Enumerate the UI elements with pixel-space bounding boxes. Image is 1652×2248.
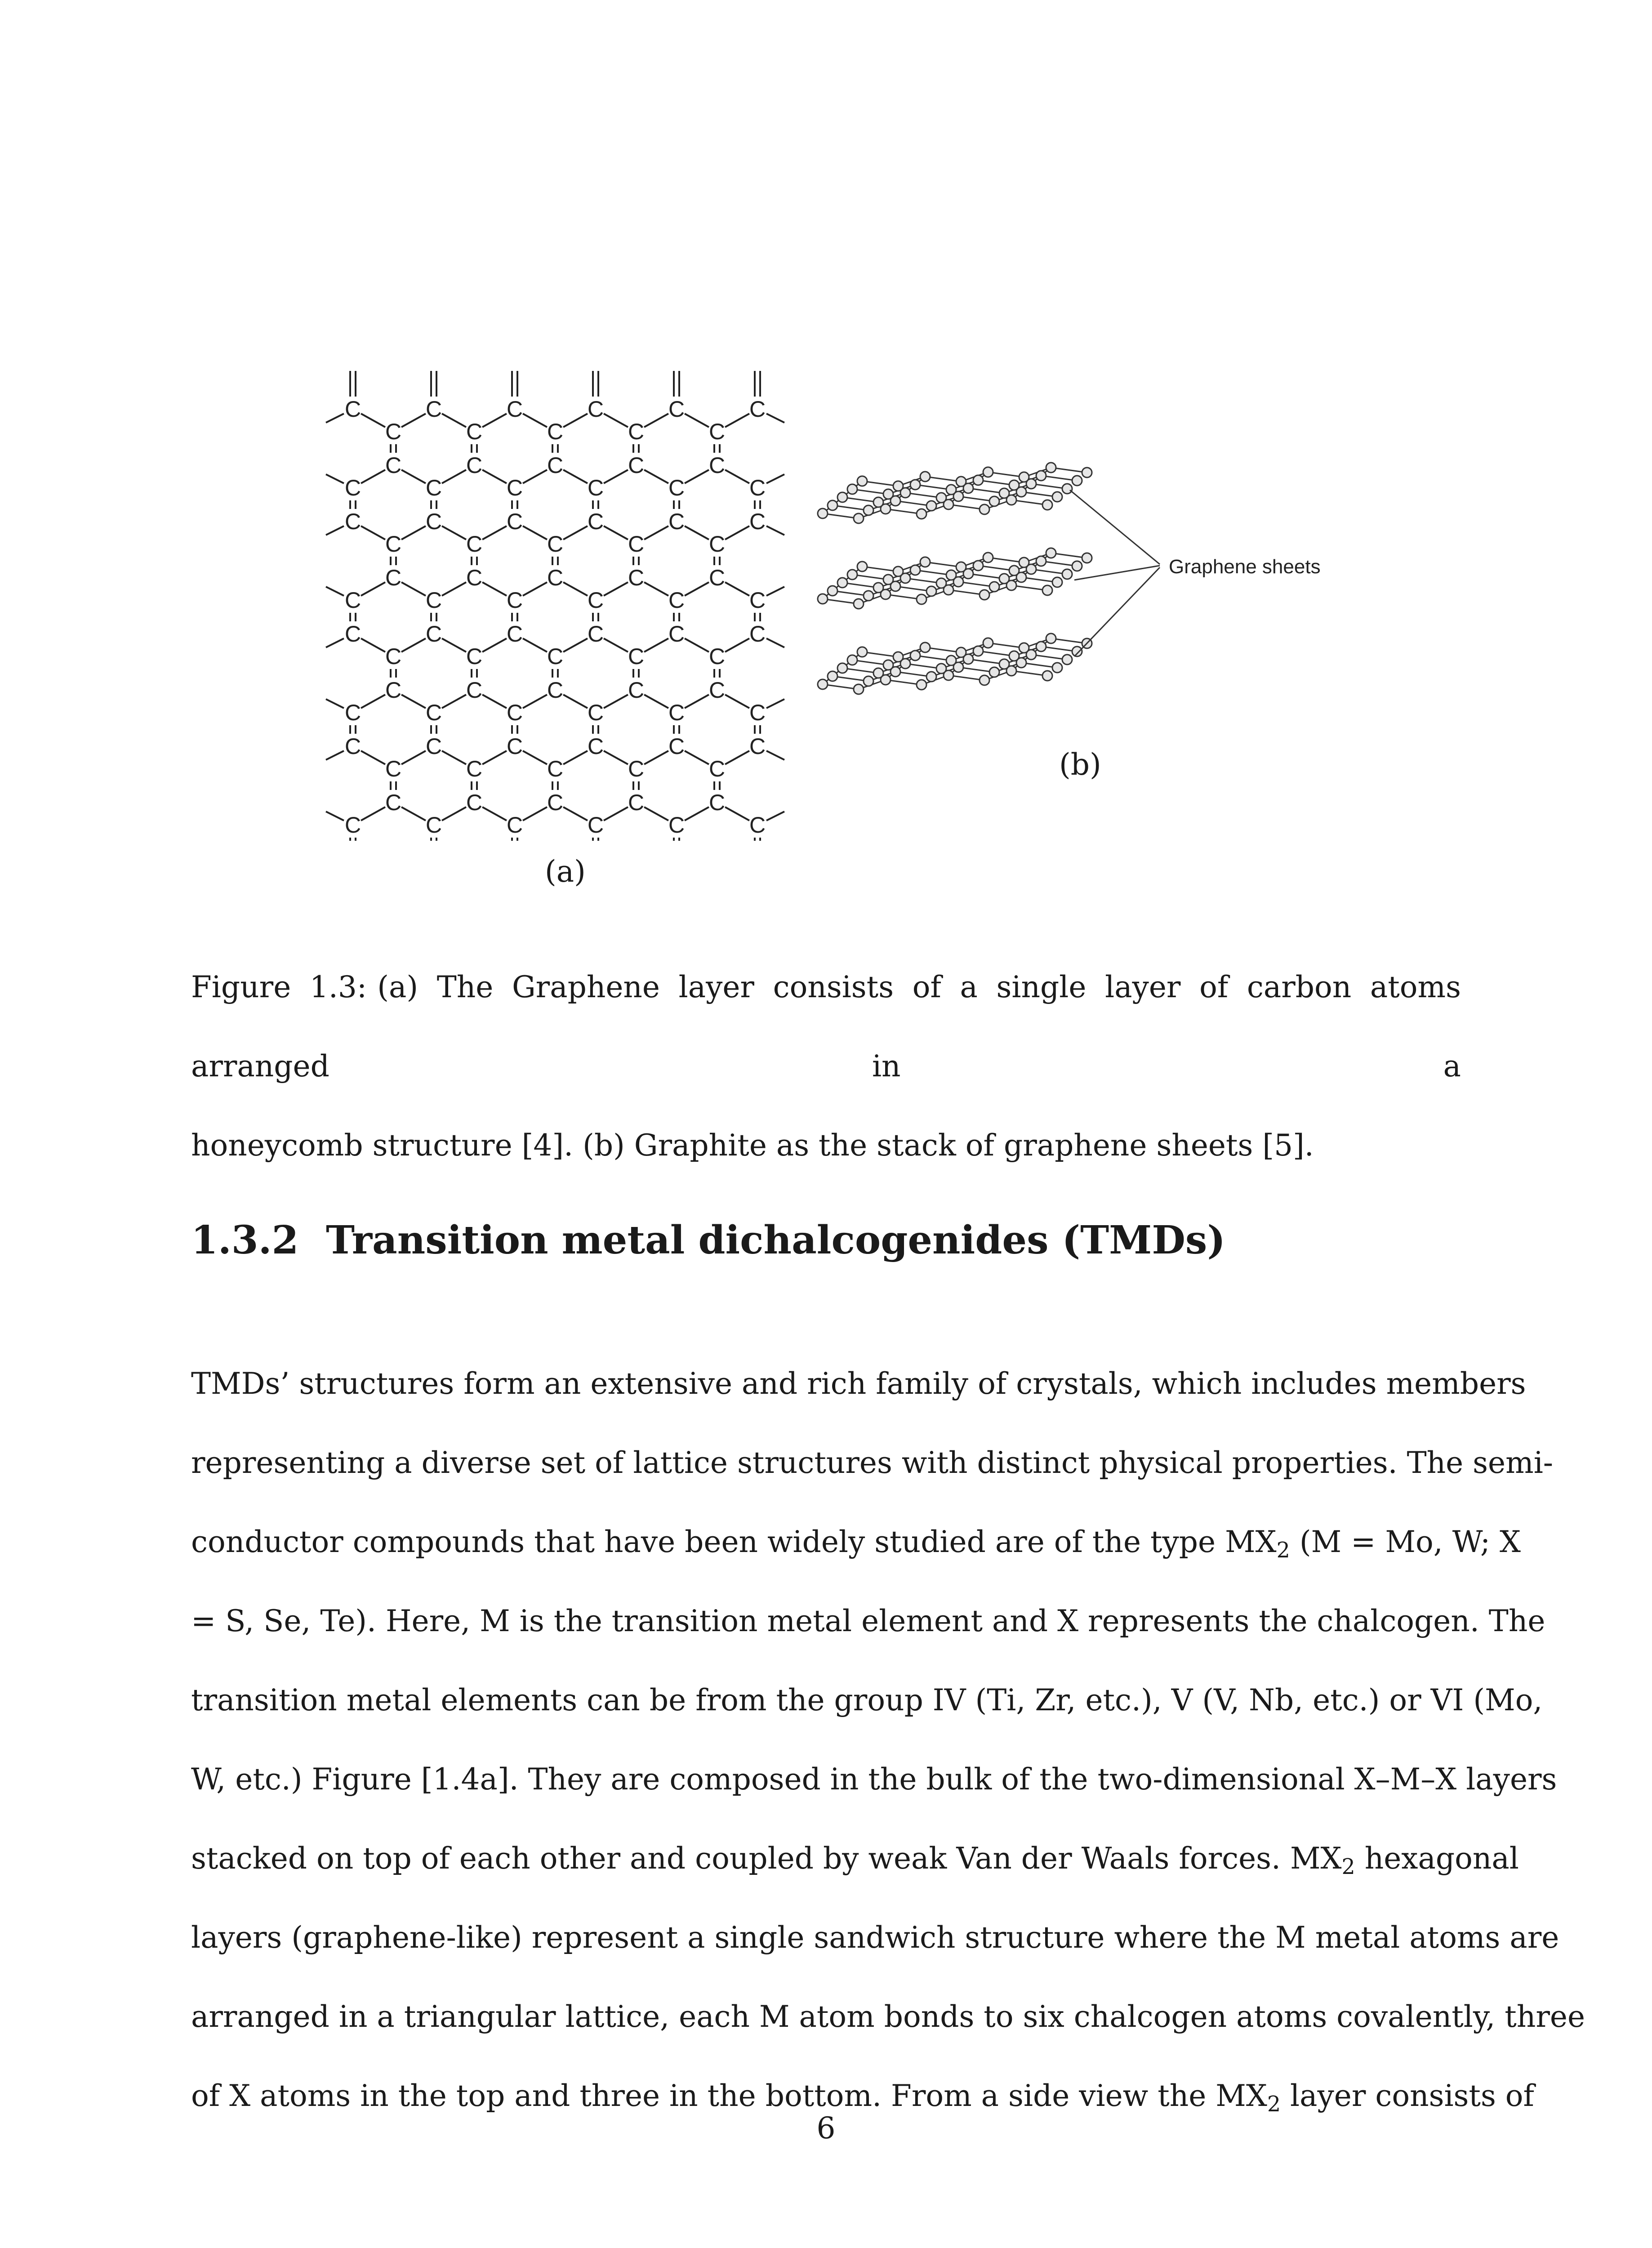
carbon-atom bbox=[1042, 500, 1052, 510]
carbon-atom bbox=[837, 492, 847, 502]
carbon-atom-label: C bbox=[425, 700, 442, 725]
carbon-atom bbox=[917, 680, 926, 690]
carbon-atom-label: C bbox=[506, 812, 523, 838]
carbon-atom-label: C bbox=[708, 453, 726, 478]
carbon-atom bbox=[926, 672, 936, 682]
carbon-atom bbox=[926, 586, 936, 596]
carbon-atom-label: C bbox=[628, 565, 645, 590]
carbon-atom bbox=[837, 663, 847, 673]
carbon-atom-label: C bbox=[466, 644, 483, 669]
carbon-atom bbox=[883, 489, 893, 499]
carbon-atom bbox=[1082, 553, 1092, 563]
carbon-atom bbox=[883, 660, 893, 670]
carbon-atom bbox=[983, 467, 993, 477]
carbon-atom-label: C bbox=[668, 509, 685, 534]
carbon-atom-label: C bbox=[506, 509, 523, 534]
carbon-atom bbox=[936, 493, 946, 503]
carbon-atom-label: C bbox=[344, 812, 361, 838]
carbon-atom-label: C bbox=[708, 644, 726, 669]
callout-lines bbox=[1070, 490, 1160, 656]
carbon-atom-label: C bbox=[668, 700, 685, 725]
carbon-atom bbox=[1062, 484, 1072, 494]
carbon-atom-label: C bbox=[385, 644, 402, 669]
carbon-atom bbox=[973, 561, 983, 571]
carbon-atom-label: C bbox=[466, 756, 483, 781]
carbon-atom-label: C bbox=[749, 588, 766, 613]
carbon-atom-label: C bbox=[708, 565, 726, 590]
carbon-atom bbox=[828, 500, 837, 510]
carbon-atom bbox=[973, 475, 983, 485]
page-number: 6 bbox=[816, 2111, 836, 2145]
carbon-atom-label: C bbox=[385, 453, 402, 478]
carbon-atom-label: C bbox=[385, 678, 402, 703]
body-line bbox=[191, 1819, 1519, 1898]
caption-line-1 bbox=[191, 948, 1461, 1106]
carbon-atom-label: C bbox=[385, 531, 402, 557]
body-line: transition metal elements can be from the group IV (Ti, Zr, etc.), V (V, Nb, etc.) or VI (Mo, bbox=[191, 1683, 1543, 1717]
carbon-atom bbox=[1019, 558, 1029, 567]
carbon-atom-label: C bbox=[587, 397, 604, 422]
carbon-atom bbox=[857, 647, 867, 657]
body-text-run: stacked on top of each other and coupled by weak Van der Waals forces. MX bbox=[191, 1841, 1342, 1876]
body-text-run: conductor compounds that have been widely studied are of the type MX bbox=[191, 1525, 1277, 1559]
carbon-atom-label: C bbox=[385, 565, 402, 590]
body-text-run: layer consists of bbox=[1281, 2079, 1534, 2113]
carbon-atom bbox=[1036, 471, 1046, 481]
graphene-honeycomb-figure bbox=[315, 360, 818, 841]
callout-line-top bbox=[1070, 490, 1160, 564]
body-line bbox=[191, 1503, 1521, 1582]
carbon-atom-label: C bbox=[344, 588, 361, 613]
carbon-atom bbox=[910, 565, 920, 575]
carbon-atom bbox=[873, 497, 883, 507]
callout-line-bottom bbox=[1074, 567, 1160, 656]
carbon-atom bbox=[1036, 556, 1046, 566]
carbon-atom-label: C bbox=[587, 588, 604, 613]
carbon-atom-label: C bbox=[708, 756, 726, 781]
carbon-atom bbox=[1072, 647, 1082, 656]
carbon-atom bbox=[1046, 548, 1056, 558]
carbon-atom-label: C bbox=[344, 475, 361, 500]
carbon-atom bbox=[989, 667, 999, 677]
carbon-atom bbox=[920, 642, 930, 652]
carbon-atom bbox=[857, 562, 867, 571]
carbon-atom bbox=[956, 477, 966, 486]
carbon-atom-label: C bbox=[749, 397, 766, 422]
carbon-atom bbox=[1019, 472, 1029, 482]
carbon-atom bbox=[1009, 480, 1019, 490]
carbon-atom bbox=[917, 594, 926, 604]
carbon-atom bbox=[1072, 476, 1082, 486]
carbon-atom bbox=[920, 472, 930, 482]
carbon-atom bbox=[956, 562, 966, 572]
subscript: 2 bbox=[1341, 1854, 1355, 1879]
carbon-atom bbox=[946, 570, 956, 580]
carbon-atom bbox=[883, 575, 893, 584]
carbon-atom bbox=[917, 509, 926, 519]
carbon-atom-label: C bbox=[425, 621, 442, 647]
caption-line-2: honeycomb structure [4]. (b) Graphite as the stack of graphene sheets [5]. bbox=[191, 1128, 1314, 1163]
carbon-atom bbox=[980, 675, 989, 685]
carbon-atom-label: C bbox=[344, 734, 361, 759]
carbon-atom-label: C bbox=[668, 588, 685, 613]
carbon-atom bbox=[847, 655, 857, 665]
carbon-atom-label: C bbox=[547, 644, 564, 669]
carbon-atom-label: C bbox=[547, 531, 564, 557]
carbon-atom bbox=[818, 679, 828, 689]
carbon-atom-label: C bbox=[425, 812, 442, 838]
carbon-atom-label: C bbox=[425, 588, 442, 613]
carbon-atom bbox=[989, 582, 999, 592]
carbon-atom-label: C bbox=[708, 419, 726, 444]
carbon-atom-label: C bbox=[749, 812, 766, 838]
carbon-atom bbox=[980, 590, 989, 600]
carbon-atom-label: C bbox=[385, 419, 402, 444]
carbon-atom bbox=[926, 501, 936, 511]
carbon-atom bbox=[936, 578, 946, 588]
body-line: W, etc.) Figure [1.4a]. They are composed in the bulk of the two-dimensional X–M–X layers bbox=[191, 1762, 1557, 1797]
carbon-atom-label: C bbox=[587, 734, 604, 759]
carbon-atom bbox=[1042, 585, 1052, 595]
carbon-atom-label: C bbox=[628, 678, 645, 703]
carbon-atom bbox=[1046, 463, 1056, 473]
carbon-atom bbox=[1009, 651, 1019, 661]
body-paragraph bbox=[191, 1344, 1585, 2136]
carbon-atom-label: C bbox=[587, 475, 604, 500]
carbon-atom-label: C bbox=[587, 700, 604, 725]
subfigure-label-a: (a) bbox=[545, 854, 586, 889]
carbon-atom bbox=[973, 646, 983, 656]
carbon-atom-label: C bbox=[547, 565, 564, 590]
carbon-atom-label: C bbox=[506, 700, 523, 725]
carbon-atom-label: C bbox=[344, 397, 361, 422]
carbon-atom bbox=[1052, 663, 1062, 673]
carbon-atom-label: C bbox=[385, 756, 402, 781]
carbon-atom bbox=[818, 594, 828, 604]
carbon-atom bbox=[936, 664, 946, 674]
carbon-atom-label: C bbox=[547, 419, 564, 444]
carbon-atom-label: C bbox=[587, 621, 604, 647]
graphene-sheets-group bbox=[818, 463, 1092, 694]
carbon-atom-label: C bbox=[749, 509, 766, 534]
carbon-atom-label: C bbox=[506, 621, 523, 647]
carbon-atom bbox=[857, 476, 867, 486]
carbon-atom bbox=[847, 570, 857, 580]
carbon-atom bbox=[999, 488, 1009, 498]
carbon-atom-label: C bbox=[466, 531, 483, 557]
carbon-atom-label: C bbox=[506, 475, 523, 500]
subfigure-label-b: (b) bbox=[1059, 747, 1101, 782]
carbon-atom bbox=[920, 557, 930, 567]
carbon-atom-label: C bbox=[344, 700, 361, 725]
carbon-atom bbox=[873, 668, 883, 678]
carbon-atom bbox=[910, 651, 920, 660]
carbon-atom-label: C bbox=[547, 790, 564, 815]
carbon-atom-label: C bbox=[708, 790, 726, 815]
carbon-atom bbox=[864, 505, 873, 515]
caption-prefix: Figure 1.3: bbox=[191, 970, 367, 1004]
carbon-atom bbox=[1052, 577, 1062, 587]
carbon-atom-label: C bbox=[749, 621, 766, 647]
carbon-atom bbox=[1042, 671, 1052, 681]
carbon-atom-label: C bbox=[344, 509, 361, 534]
carbon-atom-label: C bbox=[547, 678, 564, 703]
carbon-atom bbox=[983, 638, 993, 648]
carbon-atom bbox=[864, 676, 873, 686]
subscript: 2 bbox=[1276, 1538, 1290, 1563]
section-heading bbox=[191, 1218, 1225, 1263]
carbon-atom bbox=[1036, 642, 1046, 651]
carbon-atom-label: C bbox=[628, 419, 645, 444]
carbon-atom bbox=[837, 578, 847, 588]
carbon-atom-label: C bbox=[587, 509, 604, 534]
graphene-sheets-callout: Graphene sheets bbox=[1169, 556, 1321, 578]
carbon-atom-label: C bbox=[628, 644, 645, 669]
body-line: representing a diverse set of lattice structures with distinct physical properties. The semi- bbox=[191, 1445, 1554, 1480]
carbon-atom bbox=[1046, 633, 1056, 643]
carbon-atom bbox=[946, 656, 956, 665]
carbon-atom-label: C bbox=[547, 756, 564, 781]
carbon-atom-label: C bbox=[466, 678, 483, 703]
carbon-atom-label: C bbox=[506, 588, 523, 613]
body-line: arranged in a triangular lattice, each M atom bonds to six chalcogen atoms covalently, three bbox=[191, 1999, 1585, 2034]
carbon-atom-label: C bbox=[466, 419, 483, 444]
section-number: 1.3.2 bbox=[191, 1218, 299, 1263]
body-text-run: (M = Mo, W; X bbox=[1290, 1525, 1521, 1559]
carbon-atom-label: C bbox=[425, 397, 442, 422]
carbon-atom bbox=[854, 599, 864, 609]
carbon-atom bbox=[854, 513, 864, 523]
carbon-atom bbox=[893, 481, 903, 491]
carbon-atom-label: C bbox=[425, 475, 442, 500]
body-line: layers (graphene-like) represent a single sandwich structure where the M metal atoms are bbox=[191, 1920, 1559, 1955]
carbon-atom-label: C bbox=[425, 734, 442, 759]
carbon-atom bbox=[1062, 655, 1072, 665]
carbon-atom-label: C bbox=[385, 790, 402, 815]
carbon-atom bbox=[873, 583, 883, 593]
carbon-atom bbox=[980, 504, 989, 514]
carbon-atom bbox=[1072, 561, 1082, 571]
carbon-atom-label: C bbox=[628, 790, 645, 815]
carbon-atom bbox=[946, 485, 956, 495]
carbon-atom bbox=[956, 647, 966, 657]
carbon-atom bbox=[864, 591, 873, 601]
caption-line-1-text: (a) The Graphene layer consists of a single layer of carbon atoms arranged in a bbox=[191, 970, 1461, 1084]
carbon-atom-label: C bbox=[708, 531, 726, 557]
body-text-run: hexagonal bbox=[1355, 1841, 1519, 1876]
carbon-atom bbox=[910, 480, 920, 490]
carbon-atom-label: C bbox=[668, 734, 685, 759]
carbon-atom bbox=[983, 553, 993, 562]
carbon-atom-label: C bbox=[466, 565, 483, 590]
carbon-atom-label: C bbox=[749, 700, 766, 725]
carbon-atom-label: C bbox=[668, 397, 685, 422]
subscript: 2 bbox=[1267, 2092, 1281, 2117]
carbon-atom bbox=[828, 671, 837, 681]
carbon-atom-label: C bbox=[668, 812, 685, 838]
carbon-atom-label: C bbox=[668, 475, 685, 500]
carbon-atom bbox=[1052, 492, 1062, 502]
carbon-atom bbox=[893, 652, 903, 662]
carbon-atom bbox=[854, 684, 864, 694]
figure-caption bbox=[191, 948, 1461, 1185]
carbon-atom-label: C bbox=[344, 621, 361, 647]
carbon-atom-label: C bbox=[628, 756, 645, 781]
carbon-atom bbox=[893, 566, 903, 576]
carbon-atom-label: C bbox=[668, 621, 685, 647]
carbon-atom bbox=[1009, 566, 1019, 575]
callout-line-middle bbox=[1074, 566, 1160, 580]
carbon-atom bbox=[1082, 468, 1092, 477]
carbon-atom-label: C bbox=[708, 678, 726, 703]
carbon-atom bbox=[999, 659, 1009, 669]
carbon-atom-label: C bbox=[587, 812, 604, 838]
carbon-atom-label: C bbox=[547, 453, 564, 478]
carbon-atom-label: C bbox=[628, 531, 645, 557]
carbon-atom bbox=[999, 574, 1009, 584]
section-title: Transition metal dichalcogenides (TMDs) bbox=[326, 1218, 1226, 1263]
carbon-atom-label: C bbox=[749, 475, 766, 500]
carbon-atom bbox=[828, 586, 837, 596]
body-line: TMDs’ structures form an extensive and rich family of crystals, which includes members bbox=[191, 1366, 1526, 1401]
carbon-atom bbox=[847, 484, 857, 494]
carbon-atom-label: C bbox=[506, 734, 523, 759]
carbon-atom bbox=[1062, 569, 1072, 579]
body-line: = S, Se, Te). Here, M is the transition metal element and X represents the chalcogen. The bbox=[191, 1604, 1545, 1638]
graphite-stack-figure bbox=[814, 459, 1362, 710]
carbon-atom-label: C bbox=[425, 509, 442, 534]
graphene-sheet bbox=[818, 548, 1092, 609]
carbon-atom-label: C bbox=[506, 397, 523, 422]
carbon-atom bbox=[818, 508, 828, 518]
carbon-atom-label: C bbox=[466, 453, 483, 478]
carbon-atom-label: C bbox=[628, 453, 645, 478]
carbon-atom bbox=[989, 496, 999, 506]
graphene-sheet bbox=[818, 463, 1092, 523]
carbon-atom-label: C bbox=[466, 790, 483, 815]
body-text-run: of X atoms in the top and three in the bottom. From a side view the MX bbox=[191, 2079, 1267, 2113]
graphene-sheet bbox=[818, 633, 1092, 694]
carbon-atom-label: C bbox=[749, 734, 766, 759]
carbon-atom bbox=[1019, 643, 1029, 653]
